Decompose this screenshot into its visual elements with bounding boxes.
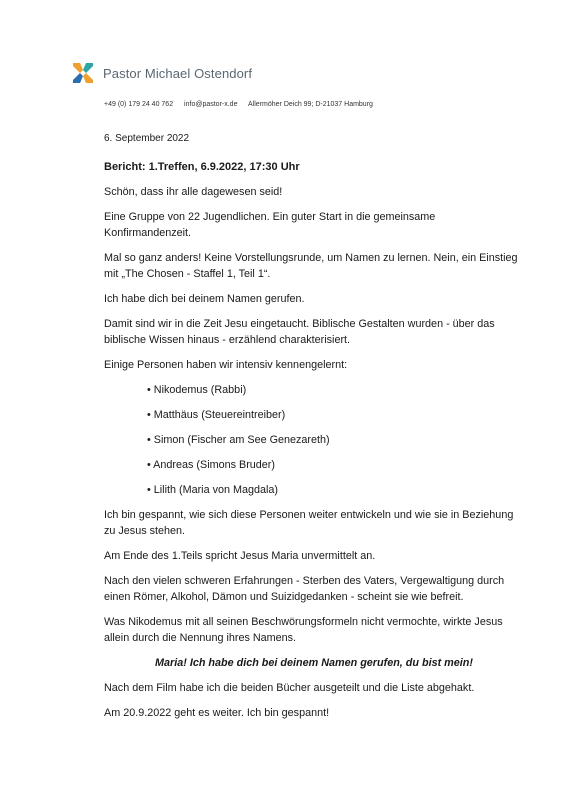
paragraph: Ich habe dich bei deinem Namen gerufen. [104,293,305,305]
paragraph: Am 20.9.2022 geht es weiter. Ich bin gespannt! [104,707,330,719]
list-item: • Simon (Fischer am See Genezareth) [147,434,330,446]
paragraph: Ich bin gespannt, wie sich diese Personen weiter entwickeln und wie sie in Beziehung zu Jesus stehen. [104,509,514,537]
paragraph: Einige Personen haben wir intensiv kennengelernt: [104,359,348,371]
letter-body [104,131,524,730]
email-address: info@pastor-x.de [184,101,238,108]
list-item: • Lilith (Maria von Magdala) [147,484,278,496]
paragraph: Nach dem Film habe ich die beiden Bücher ausgeteilt und die Liste abgehakt. [104,682,475,694]
cross-arrows-logo-icon [72,62,94,84]
letter-date: 6. September 2022 [104,133,190,144]
sender-name: Pastor Michael Ostendorf [103,65,253,81]
list-item: • Andreas (Simons Bruder) [147,459,275,471]
contact-line [104,101,382,108]
people-list [104,382,524,498]
paragraph: Nach den vielen schweren Erfahrungen - Sterben des Vaters, Vergewaltigung durch einen Römer, Alkohol, Dämon und Suizidgedanken - scheint sie wie befreit. [104,575,505,603]
phone-number: +49 (0) 179 24 40 762 [104,101,174,108]
highlighted-quote: Maria! Ich habe dich bei deinem Namen gerufen, du bist mein! [155,657,473,669]
paragraph: Schön, dass ihr alle dagewesen seid! [104,186,283,198]
paragraph: Was Nikodemus mit all seinen Beschwörungsformeln nicht vermochte, wirkte Jesus allein durch die Nennung ihres Namens. [104,616,503,644]
paragraph: Eine Gruppe von 22 Jugendlichen. Ein guter Start in die gemeinsame Konfirmandenzeit. [104,211,436,239]
list-item: • Nikodemus (Rabbi) [147,384,247,396]
letterhead [72,62,252,84]
paragraph: Damit sind wir in die Zeit Jesu eingetaucht. Biblische Gestalten wurden - über das biblische Wissen hinaus - erzählend charakterisiert. [104,318,495,346]
postal-address: Allermöher Deich 99; D-21037 Hamburg [248,101,373,108]
list-item: • Matthäus (Steuereintreiber) [147,409,286,421]
paragraph: Mal so ganz anders! Keine Vorstellungsrunde, um Namen zu lernen. Nein, ein Einstieg mit „The Chosen - Staffel 1, Teil 1“. [104,252,518,280]
letter-subject: Bericht: 1.Treffen, 6.9.2022, 17:30 Uhr [104,161,300,173]
paragraph: Am Ende des 1.Teils spricht Jesus Maria unvermittelt an. [104,550,376,562]
